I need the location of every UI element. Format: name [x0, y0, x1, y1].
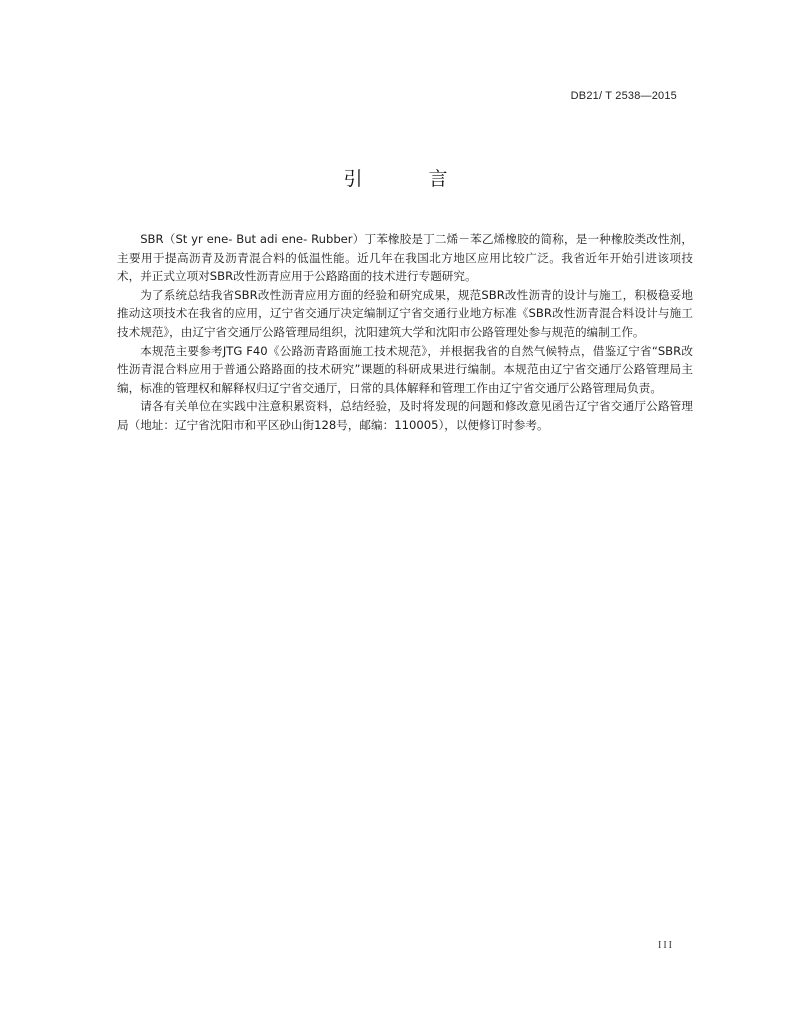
page-number: III — [658, 940, 674, 951]
body-text — [117, 230, 693, 435]
document-code: DB21/ T 2538—2015 — [570, 90, 677, 102]
paragraph-4: 请各有关单位在实践中注意积累资料，总结经验，及时将发现的问题和修改意见函告辽宁省交通厅公路管理局（地址：辽宁省沈阳市和平区砂山街128号，邮编：110005），以便修订时参考。 — [117, 399, 693, 432]
paragraph-2: 为了系统总结我省SBR改性沥青应用方面的经验和研究成果，规范SBR改性沥青的设计与施工，积极稳妥地推动这项技术在我省的应用，辽宁省交通厅决定编制辽宁省交通行业地方标准《SBR改性沥青混合料设计与施工技术规范》，由辽宁省交通厅公路管理局组织，沈阳建筑大学和沈阳市公路管理处参与规范的编制工作。 — [117, 287, 693, 339]
page-title: 引 言 — [343, 168, 478, 190]
paragraph-1: SBR（St yr ene- But adi ene- Rubber）丁苯橡胶是丁二烯－苯乙烯橡胶的简称，是一种橡胶类改性剂，主要用于提高沥青及沥青混合料的低温性能。近几年在我国北方地区应用比较广泛。我省近年开始引进该项技术，并正式立项对SBR改性沥青应用于公路路面的技术进行专题研究。 — [117, 232, 693, 284]
paragraph-3: 本规范主要参考JTG F40《公路沥青路面施工技术规范》，并根据我省的自然气候特点，借鉴辽宁省“SBR改性沥青混合料应用于普通公路路面的技术研究”课题的科研成果进行编制。本规范由辽宁省交通厅公路管理局主编，标准的管理权和解释权归辽宁省交通厅，日常的具体解释和管理工作由辽宁省交通厅公路管理局负责。 — [117, 343, 693, 395]
